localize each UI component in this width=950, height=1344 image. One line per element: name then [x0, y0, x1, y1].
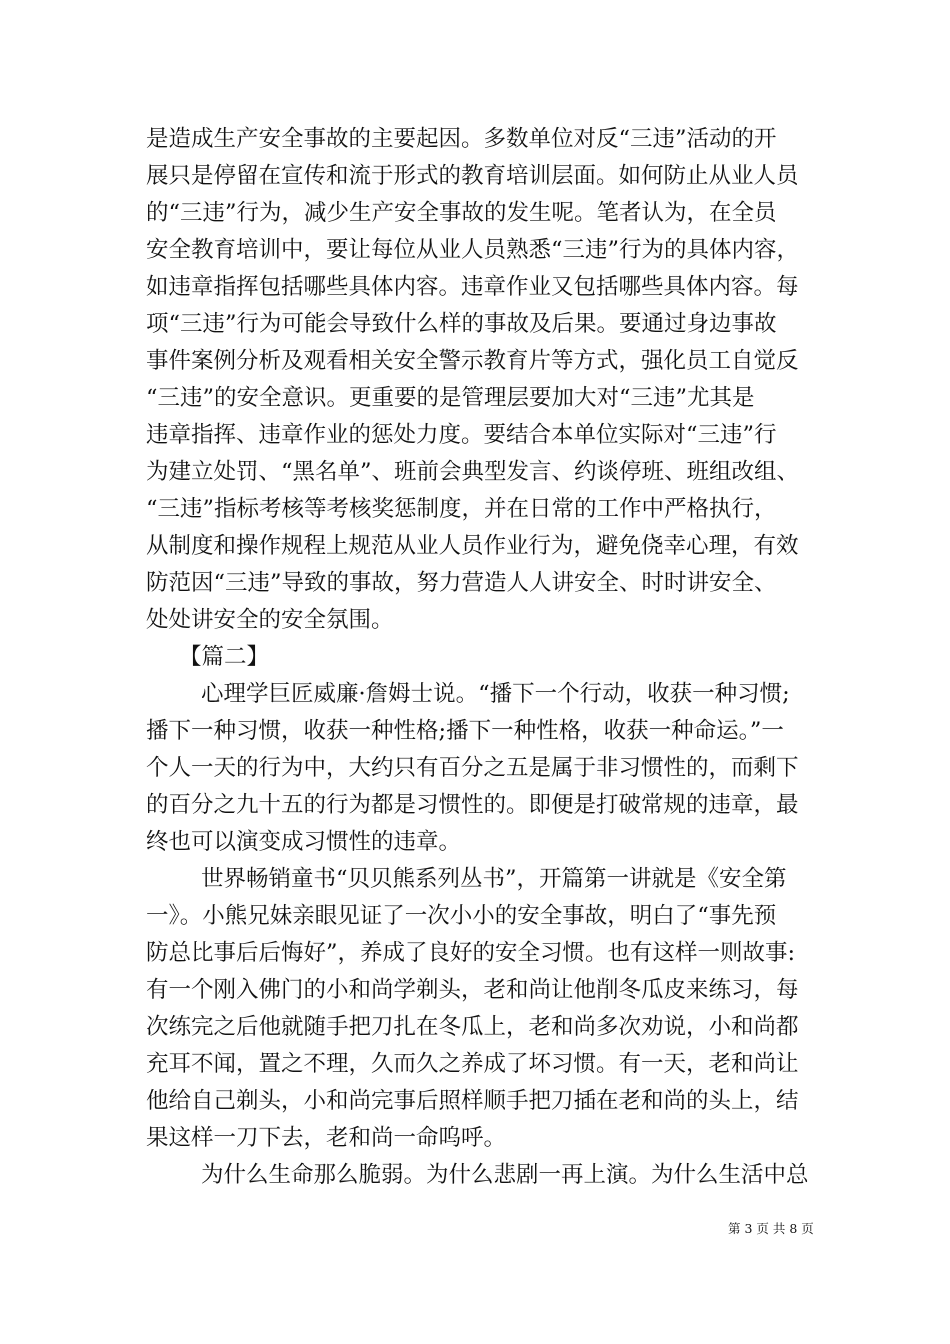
text-line: 的“三违”行为，减少生产安全事故的发生呢。笔者认为，在全员: [146, 200, 777, 226]
text-line: 次练完之后他就随手把刀扎在冬瓜上，老和尚多次劝说，小和尚都: [146, 1014, 799, 1040]
text-line: 项“三违”行为可能会导致什么样的事故及后果。要通过身边事故: [146, 311, 777, 337]
text-line: “三违”的安全意识。更重要的是管理层要加大对“三违”尤其是: [146, 385, 755, 411]
text-line: 为建立处罚、“黑名单”、班前会典型发言、约谈停班、班组改组、: [146, 459, 800, 485]
section-heading: 【篇二】: [179, 644, 270, 670]
text-line: 一》。小熊兄妹亲眼见证了一次小小的安全事故，明白了“事先预: [146, 903, 777, 929]
paragraph-first-line: 世界畅销童书“贝贝熊系列丛书”，开篇第一讲就是《安全第: [201, 866, 787, 892]
text-line: 如违章指挥包括哪些具体内容。违章作业又包括哪些具体内容。每: [146, 274, 799, 300]
page-number-footer: 第 3 页 共 8 页: [728, 1221, 814, 1236]
text-line: 的百分之九十五的行为都是习惯性的。即便是打破常规的违章，最: [146, 792, 799, 818]
text-line: 果这样一刀下去，老和尚一命呜呼。: [146, 1125, 507, 1151]
text-line: 违章指挥、违章作业的惩处力度。要结合本单位实际对“三违”行: [146, 422, 777, 448]
text-line: 处处讲安全的安全氛围。: [146, 607, 394, 633]
text-line: 播下一种习惯，收获一种性格;播下一种性格，收获一种命运。”一: [146, 718, 784, 744]
text-line: 防总比事后后悔好”，养成了良好的安全习惯。也有这样一则故事:: [146, 940, 796, 966]
text-line: 个人一天的行为中，大约只有百分之五是属于非习惯性的，而剩下: [146, 755, 799, 781]
text-line: 展只是停留在宣传和流于形式的教育培训层面。如何防止从业人员: [146, 163, 799, 189]
text-line: 他给自己剃头，小和尚完事后照样顺手把刀插在老和尚的头上，结: [146, 1088, 799, 1114]
text-line: “三违”指标考核等考核奖惩制度，并在日常的工作中严格执行，: [146, 496, 777, 522]
text-line: 事件案例分析及观看相关安全警示教育片等方式，强化员工自觉反: [146, 348, 799, 374]
paragraph-first-line: 为什么生命那么脆弱。为什么悲剧一再上演。为什么生活中总: [201, 1162, 809, 1188]
text-line: 终也可以演变成习惯性的违章。: [146, 829, 462, 855]
text-line: 安全教育培训中，要让每位从业人员熟悉“三违”行为的具体内容，: [146, 237, 800, 263]
text-line: 有一个刚入佛门的小和尚学剃头，老和尚让他削冬瓜皮来练习，每: [146, 977, 799, 1003]
text-line: 充耳不闻，置之不理，久而久之养成了坏习惯。有一天，老和尚让: [146, 1051, 799, 1077]
text-line: 是造成生产安全事故的主要起因。多数单位对反“三违”活动的开: [146, 126, 777, 152]
paragraph-first-line: 心理学巨匠威廉·詹姆士说。“播下一个行动，收获一种习惯;: [201, 681, 790, 707]
text-line: 从制度和操作规程上规范从业人员作业行为，避免侥幸心理，有效: [146, 533, 799, 559]
text-line: 防范因“三违”导致的事故，努力营造人人讲安全、时时讲安全、: [146, 570, 777, 596]
